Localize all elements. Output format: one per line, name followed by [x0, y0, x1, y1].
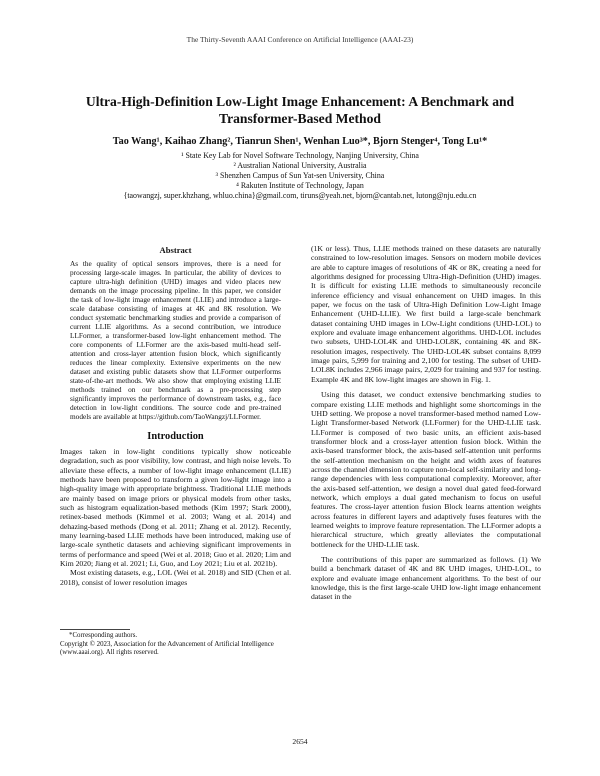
footnote-divider: [60, 629, 130, 630]
author-emails: {taowangzj, super.khzhang, whluo.china}@gmail.com, tiruns@yeah.net, bjorn@cantab.net, lutong@nju.edu.cn: [123, 191, 477, 201]
abstract-text: As the quality of optical sensors improves, there is a need for processing large-scale images. In particular, the ability of devices to capture ultra-high definition (UHD) images and video places new demands on the image processing pipeline. In this paper, we consider the task of low-light image enhancement (LLIE) and introduce a large-scale database consisting of images at 4K and 8K resolution. We conduct systematic benchmarking studies and provide a comparison of current LLIE algorithms. As a second contribution, we introduce LLFormer, a transformer-based low-light enhancement method. The core components of LLFormer are the axis-based multi-head self-attention and cross-layer attention fusion block, which significantly reduces the linear complexity. Extensive experiments on the new dataset and existing public datasets show that LLFormer outperforms state-of-the-art methods. We also show that employing existing LLIE methods trained on our benchmark as a pre-processing step significantly improves the performance of downstream tasks, e.g., face detection in low-light conditions. The source code and pre-trained models are available at https://github.com/TaoWangzj/LLFormer.: [70, 259, 281, 421]
intro-paragraph-2-continued: (1K or less). Thus, LLIE methods trained on these datasets are naturally constrained to low-resolution images. Sensors on modern mobile devices are able to capture images of resolutions of 4K or 8K, creating a need for algorithms designed for processing Ultra-High-Definition (UHD) images. It is difficult for existing LLIE methods to simultaneously reconcile inference efficiency and visual enhancement on UHD images. In this paper, we focus on the task of Ultra-High Definition Low-Light Image Enhancement (UHD-LLIE). We first build a large-scale benchmark dataset containing UHD images in LOw-Light conditions (UHD-LOL) to explore and evaluate image enhancement algorithms. UHD-LOL includes two subsets, UHD-LOL4K and UHD-LOL8K, containing 4K and 8K-resolution images, respectively. The UHD-LOL4K subset contains 8,099 image pairs, 5,999 for training and 2,100 for testing. The subset of UHD-LOL8K includes 2,966 image pairs, 2,029 for training and 937 for testing. Example 4K and 8K low-light images are shown in Fig. 1.: [311, 244, 541, 384]
corresponding-author-note: *Corresponding authors.: [69, 632, 138, 639]
copyright-notice: Copyright © 2023, Association for the Advancement of Artificial Intelligence (www.aaai.org). All rights reserved.: [60, 640, 274, 657]
page-number: 2654: [292, 737, 308, 746]
intro-paragraph-2: Most existing datasets, e.g., LOL (Wei et al. 2018) and SID (Chen et al. 2018), consist of lower resolution images: [60, 568, 291, 587]
paper-title: [60, 93, 540, 127]
left-column: [60, 246, 291, 587]
right-column: [311, 244, 541, 602]
title-line-1: Ultra-High-Definition Low-Light Image Enhancement: A Benchmark and: [85, 94, 515, 109]
author-list: Tao Wang¹, Kaihao Zhang², Tianrun Shen¹, Wenhan Luo³*, Bjorn Stenger⁴, Tong Lu¹*: [112, 136, 488, 147]
footnotes: [60, 629, 291, 658]
title-line-2: Transformer-Based Method: [219, 111, 381, 126]
intro-paragraph-4: The contributions of this paper are summarized as follows. (1) We build a benchmark dataset of 4K and 8K UHD images, UHD-LOL, to explore and evaluate image enhancement algorithms. To the best of our knowledge, this is the first large-scale UHD low-light image enhancement dataset in the: [311, 555, 541, 602]
conference-header: The Thirty-Seventh AAAI Conference on Artificial Intelligence (AAAI-23): [186, 35, 414, 44]
introduction-heading: Introduction: [147, 430, 204, 442]
affiliation-4: ⁴ Rakuten Institute of Technology, Japan: [236, 181, 364, 191]
affiliation-3: ³ Shenzhen Campus of Sun Yat-sen University, China: [215, 171, 385, 181]
intro-paragraph-3: Using this dataset, we conduct extensive benchmarking studies to compare existing LLIE methods and highlight some shortcomings in the UHD setting. We propose a novel transformer-based method named Low-Light Transformer-based Network (LLFormer) for the UHD-LLIE task. LLFormer is composed of two basic units, an efficient axis-based transformer block and a cross-layer attention fusion block. Within the axis-based transformer block, the axis-based self-attention unit performs the self-attention mechanism on the height and width axes of features across the channel dimension to capture non-local self-similarity and long-range dependencies with less computational complexity. Moreover, after the axis-based self-attention, we design a novel dual gated feed-forward network, which employs a dual gated mechanism to focus on useful features. The cross-layer attention fusion Block learns attention weights across features in different layers and adaptively fuses features with the learned weights to improve feature representation. The LLFormer adopts a hierarchical structure, which greatly alleviates the computational bottleneck for the UHD-LLIE task.: [311, 390, 541, 549]
affiliations: [40, 151, 560, 201]
intro-paragraph-1: Images taken in low-light conditions typically show noticeable degradation, such as poor visibility, low contrast, and high noise levels. To alleviate these effects, a number of low-light image enhancement (LLIE) methods have been proposed to transform a given low-light image into a high-quality image with appropriate brightness. Traditional LLIE methods are mainly based on image priors or physical models from other tasks, such as histogram equalization-based methods (Kim 1997; Stark 2000), retinex-based methods (Kimmel et al. 2003; Wang et al. 2014) and dehazing-based methods (Dong et al. 2011; Zhang et al. 2012). Recently, many learning-based LLIE methods have been introduced, making use of large-scale synthetic datasets and achieving significant improvements in terms of performance and speed (Wei et al. 2018; Guo et al. 2020; Lim and Kim 2020; Jiang et al. 2021; Li, Guo, and Loy 2021; Liu et al. 2021b).: [60, 446, 291, 568]
affiliation-2: ² Australian National University, Australia: [233, 161, 367, 171]
abstract-heading: Abstract: [159, 245, 192, 255]
affiliation-1: ¹ State Key Lab for Novel Software Technology, Nanjing University, China: [181, 151, 419, 160]
